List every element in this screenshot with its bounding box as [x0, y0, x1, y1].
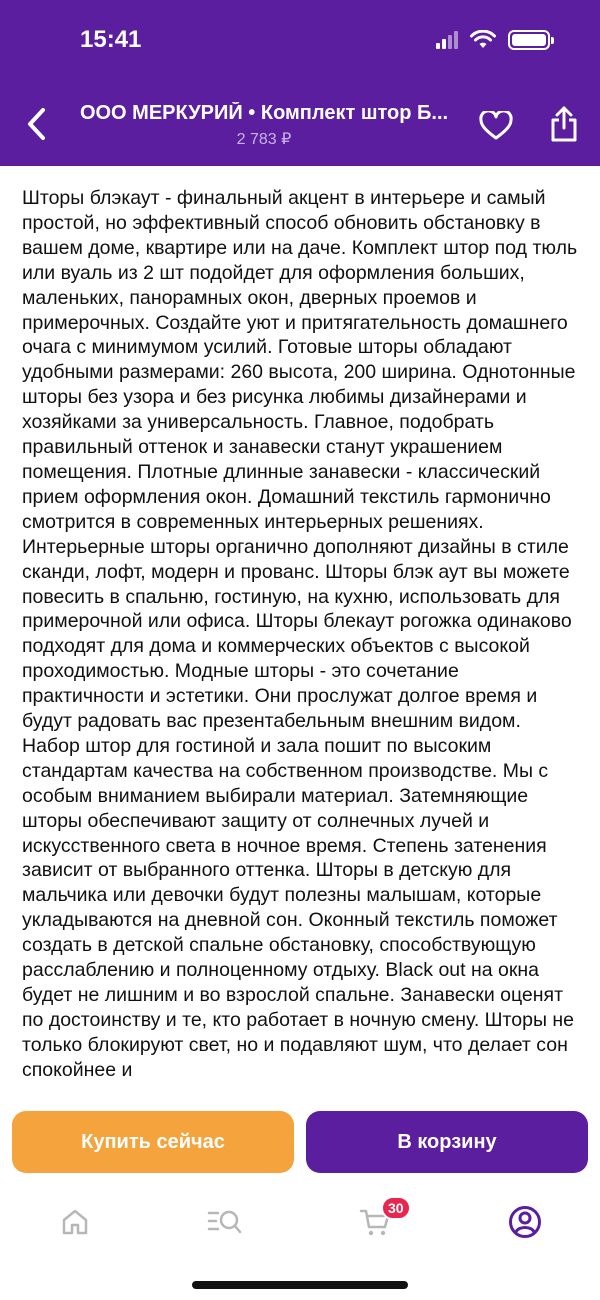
product-description: Шторы блэкаут - финальный акцент в интерьере и самый простой, но эффективный способ обновить обстановку в вашем доме, квартире или на даче. Комплект штор под тюль или вуаль из 2 шт подойдет для оформления больших, маленьких, панорамных окон, дверных проемов и примерочных. Создайте уют и притягательность домашнего очага с минимумом усилий. Готовые шторы обладают удобными размерами: 260 высота, 200 ширина. Однотонные шторы без узора и без рисунка любимы дизайнерами и хозяйками за универсальность. Главное, подобрать правильный оттенок и занавески станут украшением помещения. Плотные длинные занавески - классический прием оформления окон. Домашний текстиль гармонично смотрится в современных интерьерных решениях. Интерьерные шторы органично дополняют дизайны в стиле сканди, лофт, модерн и прованс. Шторы блэк аут вы можете повесить в спальню, гостиную, на кухню, использовать для примерочной или офиса. Шторы блекаут рогожка одинаково подходят для дома и коммерческих объектов с высокой проходимостью. Модные шторы - это сочетание практичности и эстетики. Они прослужат долгое время и будут радовать вас презентабельным внешним видом. Набор штор для гостиной и зала пошит по высоким стандартам качества на собственном производстве. Мы с особым вниманием выбирали материал. Затемняющие шторы обеспечивают защиту от солнечных лучей и искусственного света в ночное время. Степень затенения зависит от выбранного оттенка. Шторы в детскую для мальчика или девочки будут полезны малышам, которые укладываются на дневной сон. Оконный текстиль поможет создать в детской спальне обстановку, способствующую расслаблению и полноценному отдыху. Black out на окна будет не лишним и во взрослой спальне. Занавески оценят по достоинству и те, кто работает в ночную смену. Шторы не только блокируют свет, но и подавляют шум, что делает сон спокойнее и [22, 187, 578, 1081]
back-button[interactable] [18, 104, 54, 144]
chevron-left-icon [25, 107, 47, 141]
tab-cart[interactable] [345, 1200, 405, 1244]
cellular-signal-icon [436, 31, 458, 49]
buy-now-button[interactable]: Купить сейчас [12, 1111, 294, 1173]
page-title: ООО МЕРКУРИЙ • Комплект штор Б... [79, 102, 449, 124]
favorite-button[interactable] [476, 106, 516, 146]
add-to-cart-button[interactable]: В корзину [306, 1111, 588, 1173]
product-description-area[interactable] [0, 166, 600, 1186]
wifi-icon [470, 30, 496, 50]
heart-icon [479, 111, 513, 141]
status-time: 15:41 [80, 26, 142, 53]
home-icon [60, 1207, 90, 1237]
tab-home[interactable] [45, 1200, 105, 1244]
tab-catalog[interactable] [195, 1200, 255, 1244]
profile-icon [508, 1205, 542, 1239]
header-title-block [64, 102, 464, 149]
share-icon [549, 106, 579, 142]
top-header [0, 0, 600, 166]
share-button[interactable] [544, 104, 584, 144]
home-indicator [192, 1281, 408, 1289]
catalog-search-icon [207, 1207, 243, 1237]
cart-badge: 30 [381, 1196, 411, 1220]
bottom-tab-bar [0, 1186, 600, 1300]
tab-profile[interactable] [495, 1200, 555, 1244]
battery-icon [508, 30, 550, 50]
header-price: 2 783 ₽ [236, 131, 292, 148]
status-icons [436, 30, 550, 50]
